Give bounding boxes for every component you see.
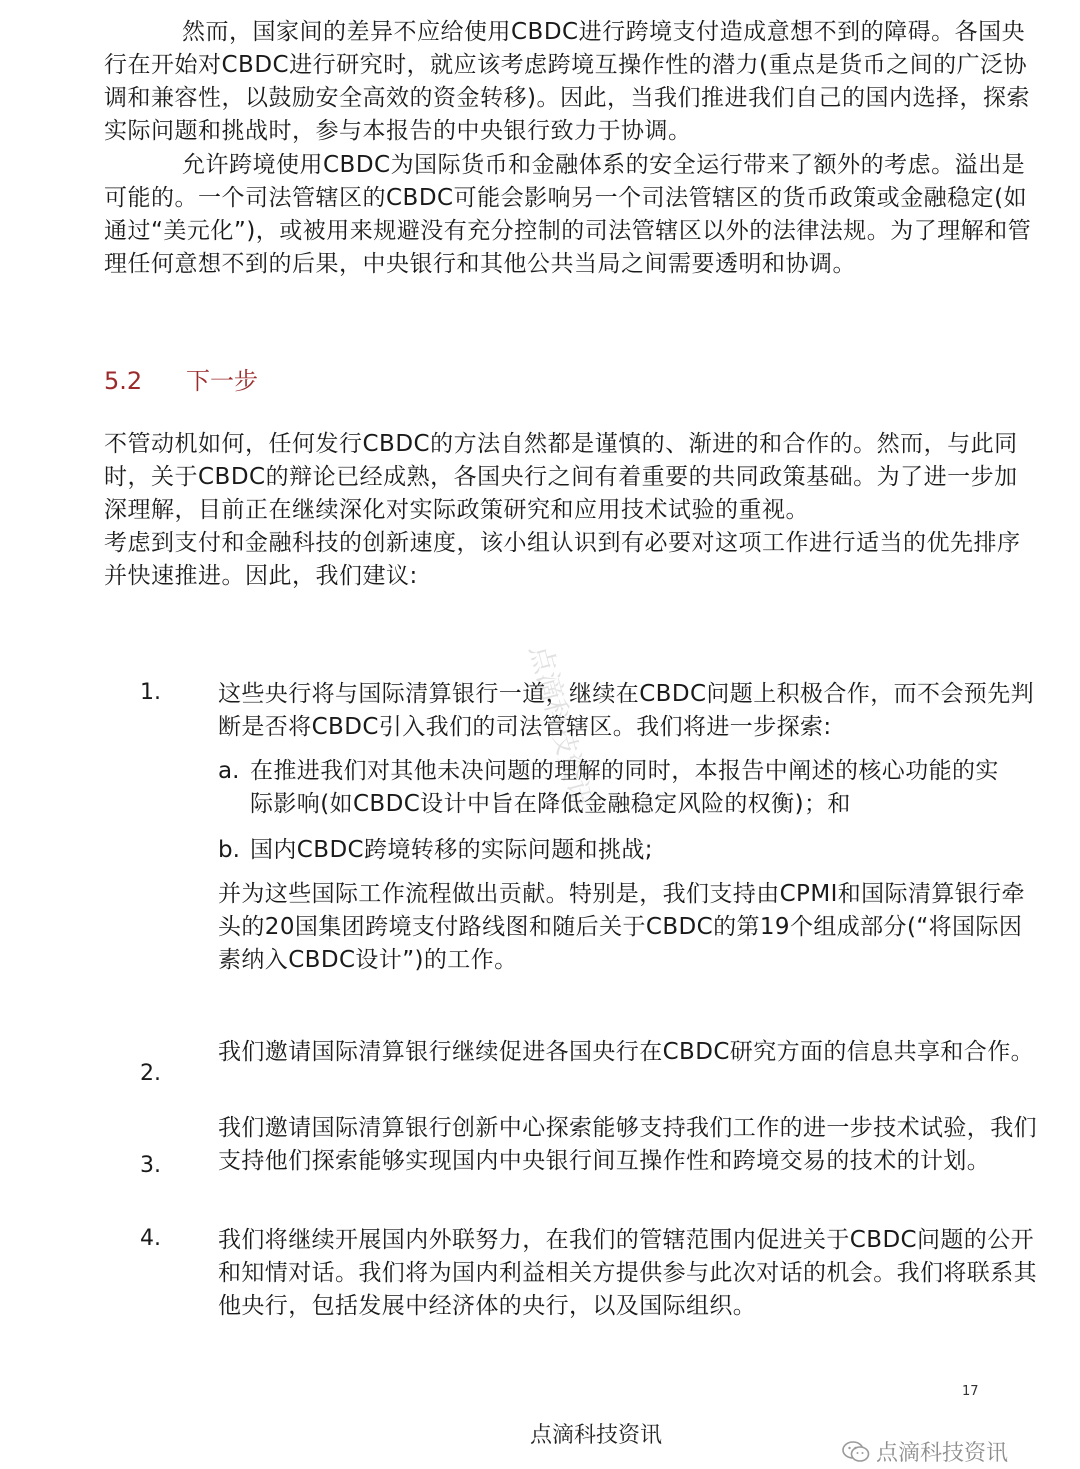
sub-item-text: 在推进我们对其他未决问题的理解的同时，本报告中阐述的核心功能的实际影响(如CBDC设计中旨在降低金融稳定风险的权衡)；和 [250,758,999,817]
paragraph-recommendations-intro: 考虑到支付和金融科技的创新速度，该小组认识到有必要对这项工作进行适当的优先排序并快速推进。因此，我们建议: [104,530,1021,589]
wechat-icon [842,1441,870,1463]
sub-item-label: b. [218,837,240,863]
wechat-badge [842,1436,1008,1467]
list-item-continuation: 并为这些国际工作流程做出贡献。特别是，我们支持由CPMI和国际清算银行牵头的20国集团跨境支付路线图和随后关于CBDC的第19个组成部分(“将国际因素纳入CBDC设计”)的工作。 [218,881,1025,973]
section-number: 5.2 [104,367,143,395]
list-item-text: 我们将继续开展国内外联努力，在我们的管辖范围内促进关于CBDC问题的公开和知情对话。我们将为国内利益相关方提供参与此次对话的机会。我们将联系其他央行，包括发展中经济体的央行，以及国际组织。 [218,1227,1037,1319]
footer-text: 点滴科技资讯 [530,1423,663,1448]
section-title: 下一步 [186,367,258,395]
sub-item-label: a. [218,758,240,784]
list-item-number: 3. [140,1153,161,1178]
list-item-number: 4. [140,1226,161,1251]
list-item-text: 我们邀请国际清算银行继续促进各国央行在CBDC研究方面的信息共享和合作。 [218,1039,1035,1065]
sub-item-text: 国内CBDC跨境转移的实际问题和挑战; [250,837,653,863]
list-item-number: 2. [140,1061,161,1086]
paragraph-motivation: 不管动机如何，任何发行CBDC的方法自然都是谨慎的、渐进的和合作的。然而，与此同时，关于CBDC的辩论已经成熟，各国央行之间有着重要的共同政策基础。为了进一步加深理解，目前正在继续深化对实际政策研究和应用技术试验的重视。 [104,431,1018,523]
watermark-text: 点滴科技资讯 [523,641,599,813]
list-item-number: 1. [140,680,161,705]
paragraph-cross-border-differences: 然而，国家间的差异不应给使用CBDC进行跨境支付造成意想不到的障碍。各国央行在开始对CBDC进行研究时，就应该考虑跨境互操作性的潜力(重点是货币之间的广泛协调和兼容性，以鼓励安全高效的资金转移)。因此，当我们推进我们自己的国内选择，探索实际问题和挑战时，参与本报告的中央银行致力于协调。 [104,19,1030,144]
paragraph-spillover: 允许跨境使用CBDC为国际货币和金融体系的安全运行带来了额外的考虑。溢出是可能的。一个司法管辖区的CBDC可能会影响另一个司法管辖区的货币政策或金融稳定(如通过“美元化”)，或被用来规避没有充分控制的司法管辖区以外的法律法规。为了理解和管理任何意想不到的后果，中央银行和其他公共当局之间需要透明和协调。 [104,152,1032,277]
list-item-text: 我们邀请国际清算银行创新中心探索能够支持我们工作的进一步技术试验，我们支持他们探索能够实现国内中央银行间互操作性和跨境交易的技术的计划。 [218,1115,1037,1174]
wechat-account-name: 点滴科技资讯 [876,1441,1009,1466]
list-item-text: 这些央行将与国际清算银行一道，继续在CBDC问题上积极合作，而不会预先判断是否将CBDC引入我们的司法管辖区。我们将进一步探索: [218,681,1035,740]
page-number: 17 [962,1384,979,1399]
